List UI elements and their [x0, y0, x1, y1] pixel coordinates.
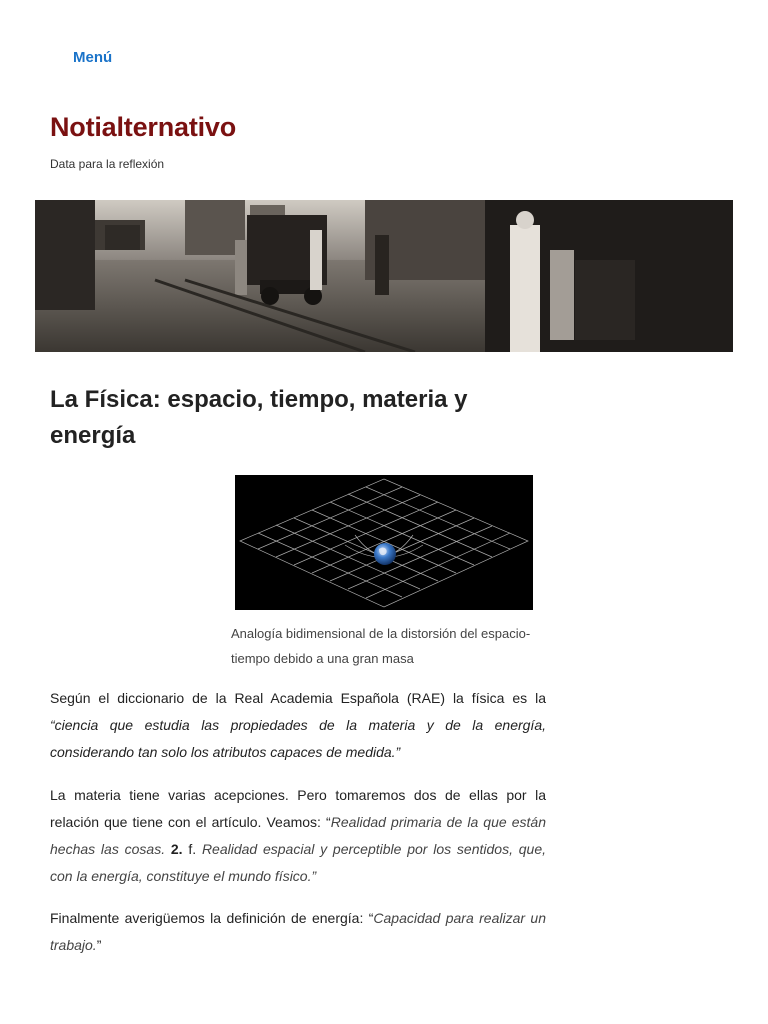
paragraph-text: Finalmente averigüemos la definición de energía: “ — [50, 910, 374, 926]
quote-text: Realidad espacial y perceptible por los sentidos, que, con la energía, constituye el mundo físico.” — [50, 841, 546, 884]
quote-text: “ciencia que estudia las propiedades de la materia y de la energía, considerando tan solo los atributos capaces de medida.” — [50, 717, 546, 760]
paragraph-materia — [50, 782, 546, 890]
post-title: La Física: espacio, tiempo, materia y energía — [50, 386, 468, 449]
header-image — [35, 200, 733, 352]
figure-image — [235, 475, 533, 610]
menu-link[interactable]: Menú — [73, 49, 113, 66]
site-title[interactable]: Notialternativo — [50, 112, 237, 142]
definition-number: 2. — [170, 841, 183, 857]
paragraph-text: Según el diccionario de la Real Academia Española (RAE) la física es la — [50, 690, 546, 706]
paragraph-energia — [50, 905, 546, 959]
paragraph-text: La materia tiene varias acepciones. Pero tomaremos dos de ellas por la relación que tiene con el artículo. Veamos: “ — [50, 787, 546, 830]
site-tagline: Data para la reflexión — [50, 157, 165, 171]
paragraph-text: f. — [182, 841, 202, 857]
figure-caption: Analogía bidimensional de la distorsión del espacio-tiempo debido a una gran masa — [231, 626, 531, 666]
paragraph-text: ” — [96, 937, 102, 953]
spacetime-grid-earth-image — [235, 475, 533, 610]
street-photo-image — [35, 200, 733, 352]
quote-text: Capacidad para realizar un trabajo. — [50, 910, 546, 953]
paragraph-rae-definition — [50, 685, 546, 766]
quote-text: Realidad primaria de la que están hechas las cosas. — [50, 814, 546, 857]
